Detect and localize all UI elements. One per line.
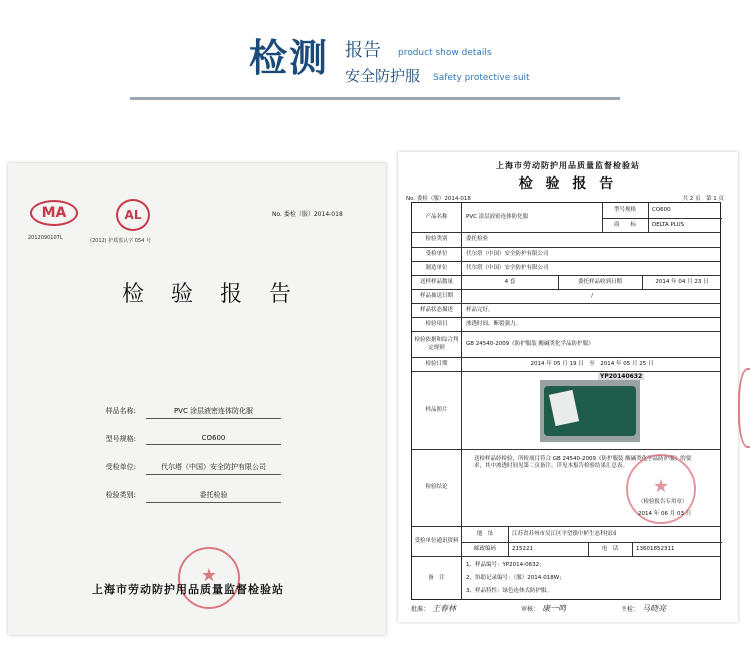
table-label: 检验项目 xyxy=(412,318,462,331)
table-label: 检验类别 xyxy=(412,233,462,247)
cma-number: 2012090107L xyxy=(28,235,63,241)
table-label: 检验日期 xyxy=(412,358,462,371)
remark-line: 1、样品编号：YP2014-0632； xyxy=(466,561,545,568)
remark-line: 3、样品特性：绿色连体式防护服。 xyxy=(466,587,553,594)
cover-field-label: 样品名称: xyxy=(105,407,136,415)
table-label: 商 标 xyxy=(613,221,636,228)
cover-field-label: 受检单位: xyxy=(105,463,136,471)
table-value: GB 24540-2009《防护服装 酸碱类化学品防护服》 xyxy=(466,340,594,347)
inspection-seal-stamp: ★ xyxy=(626,454,696,524)
cma-logo: MA xyxy=(30,200,78,226)
table-label: 受检单位通讯资料 xyxy=(412,527,462,556)
edge-seal-stamp xyxy=(738,368,750,448)
check-label: 主检： xyxy=(621,606,640,613)
table-value: 样品完好。 xyxy=(466,306,494,313)
table-label: 备 注 xyxy=(412,557,462,600)
detail-org-name: 上海市劳动防护用品质量监督检验站 xyxy=(496,161,640,170)
table-row xyxy=(412,203,720,233)
table-label: 型号规格 xyxy=(613,206,636,213)
table-label: 样品抽送日期 xyxy=(412,290,462,303)
header-title: 检测 xyxy=(249,36,330,80)
table-label: 制造单位 xyxy=(412,262,462,275)
cover-field-value: 委托检验 xyxy=(146,490,281,503)
table-row xyxy=(412,450,720,527)
review-signature: 康一鸣 xyxy=(542,604,567,613)
table-value: 代尔塔（中国）安全防护有限公司 xyxy=(466,250,549,257)
report-table xyxy=(411,202,721,600)
report-cover-document xyxy=(8,163,386,635)
table-value: 渗透时间、断裂强力。 xyxy=(466,320,522,327)
table-value: 2014 年 04 月 23 日 xyxy=(655,278,709,285)
table-label: 受检单位 xyxy=(412,248,462,261)
approve-label: 批准： xyxy=(411,606,430,613)
sample-photo-tag: YP20140632 xyxy=(600,373,643,380)
cover-field-value: CO600 xyxy=(146,434,281,445)
cal-number: (2012) 护质监认字 054 号 xyxy=(90,238,151,244)
table-label: 样品照片 xyxy=(412,372,462,449)
table-value: / xyxy=(591,292,593,299)
cover-field-label: 检验类别: xyxy=(105,491,136,499)
table-row xyxy=(412,557,720,600)
table-value: 2014 年 05 月 19 日 至 2014 年 05 月 25 日 xyxy=(530,360,654,367)
table-row xyxy=(412,262,720,276)
report-detail-document xyxy=(398,152,738,622)
cover-title: 检 验 报 告 xyxy=(122,282,301,307)
header-product-cn: 安全防护服 xyxy=(345,67,421,85)
header-subtitle-en: product show details xyxy=(398,48,492,58)
seal-caption: （检验报告专用章） xyxy=(638,499,688,506)
table-label: 检验依据和综合判定规则 xyxy=(412,332,462,357)
table-value: 215221 xyxy=(512,545,533,552)
table-value: 4 套 xyxy=(504,278,516,285)
table-row xyxy=(412,290,720,304)
table-label: 产品名称 xyxy=(412,203,462,232)
detail-title: 检 验 报 告 xyxy=(518,176,618,192)
table-label: 电 话 xyxy=(601,545,619,552)
table-label: 委托样品收到日期 xyxy=(577,278,622,285)
cover-field-value: PVC 涂层液密连体防化服 xyxy=(146,406,281,419)
official-seal-stamp: ★ xyxy=(178,547,240,609)
cover-report-number: No. 委检（服）2014-018 xyxy=(272,211,343,218)
table-value: PVC 涂层液密连体防化服 xyxy=(466,213,529,220)
review-label: 审核： xyxy=(521,606,540,613)
cover-footer-org: 上海市劳动防护用品质量监督检验站 xyxy=(92,583,284,596)
table-row xyxy=(412,248,720,262)
header-product-en: Safety protective suit xyxy=(433,73,530,83)
table-label: 检验结论 xyxy=(412,450,462,526)
table-row xyxy=(412,527,720,557)
table-label: 地 址 xyxy=(476,530,494,537)
check-signature: 马晓亮 xyxy=(642,604,667,613)
cal-logo: AL xyxy=(116,199,150,231)
header-subtitle-cn: 报告 xyxy=(345,40,381,61)
table-row xyxy=(412,332,720,358)
table-row xyxy=(412,304,720,318)
detail-report-number: No. 委检（服）2014-018 xyxy=(406,196,471,202)
table-row xyxy=(412,276,720,290)
page-header xyxy=(0,0,750,110)
sample-photo xyxy=(540,373,643,442)
table-row xyxy=(412,233,720,248)
table-value: 代尔塔（中国）安全防护有限公司 xyxy=(466,264,549,271)
table-value: DELTA PLUS xyxy=(652,221,685,228)
cover-field-value: 代尔塔（中国）安全防护有限公司 xyxy=(146,462,281,475)
cover-field-label: 型号规格: xyxy=(105,435,136,443)
table-label: 送样样品数量 xyxy=(412,276,462,289)
table-row xyxy=(412,318,720,332)
table-label: 邮政编码 xyxy=(473,545,496,552)
table-row xyxy=(412,372,720,450)
table-value: 江苏省苏州市吴江区平望镇中鲈生态科技园 xyxy=(512,530,617,537)
approve-signature: 王春林 xyxy=(432,604,457,613)
seal-date: 2014 年 06 月 03 日 xyxy=(638,511,692,518)
detail-page-info: 共 2 页 第 1 页 xyxy=(682,196,724,202)
table-value: 委托检验 xyxy=(466,236,489,243)
table-value: 13601852311 xyxy=(636,545,675,552)
header-divider xyxy=(130,97,620,100)
table-row xyxy=(412,358,720,372)
conclusion-text: 送检样品经检验，所检项目符合 GB 24540-2009《防护服装 酸碱类化学品防护服》的要求，其中渗透时间见第二页备注。详见本报告检验结果汇总表。 xyxy=(474,456,692,470)
table-value: CO600 xyxy=(652,206,671,213)
remark-line: 2、协助记录编号：（服）2014-018W； xyxy=(466,574,565,581)
table-label: 样品状态描述 xyxy=(412,304,462,317)
